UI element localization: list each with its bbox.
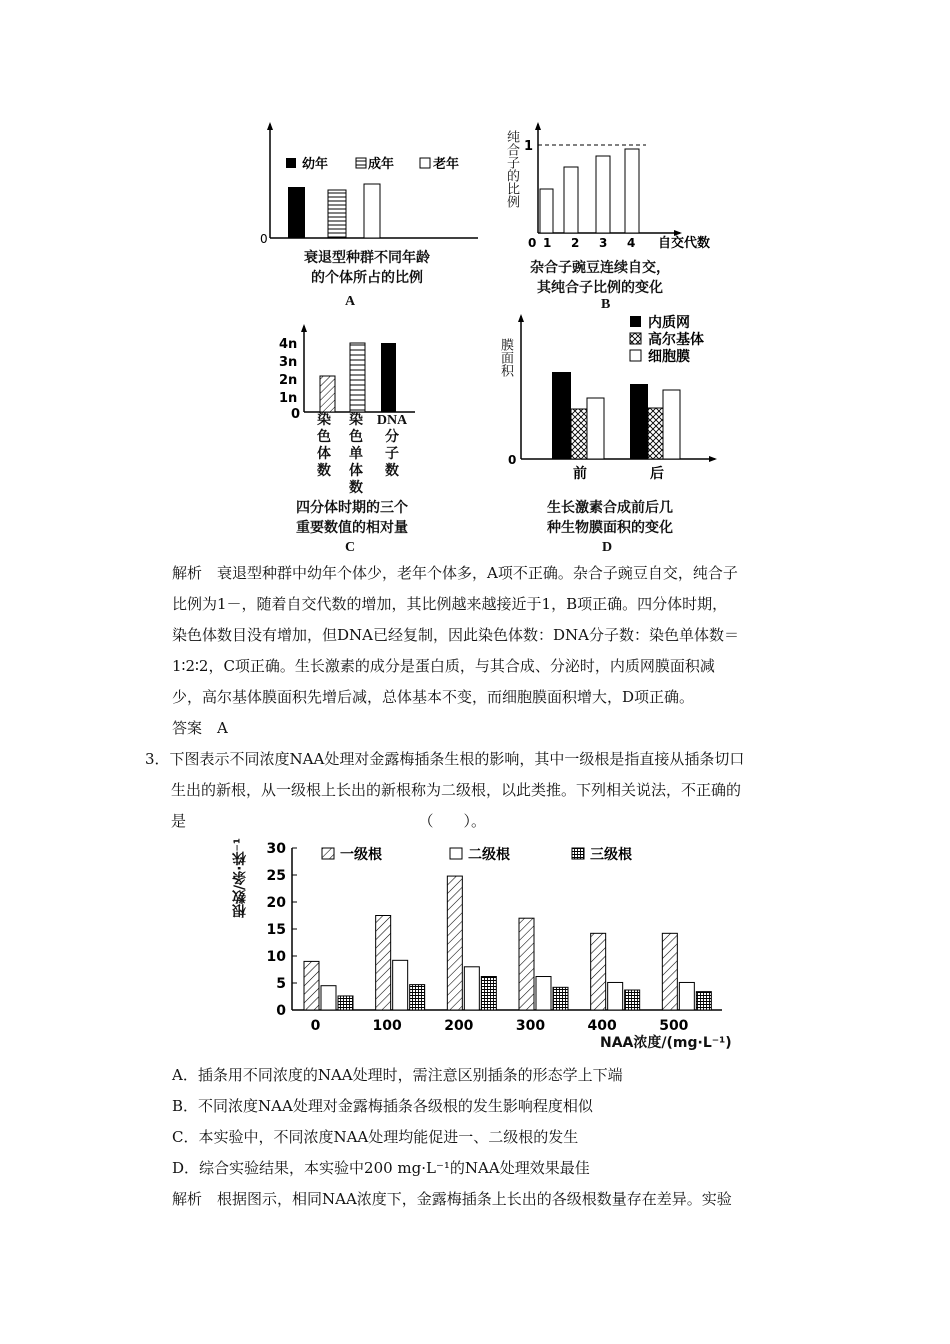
figure-a-bar-old: [364, 184, 380, 238]
figure-d-legend-golgi: 高尔基体: [648, 332, 704, 348]
figure-d-legend-swatch-membrane: [630, 350, 641, 361]
figure-d-caption-line: 种生物膜面积的变化: [547, 520, 673, 536]
options: [172, 1060, 822, 1215]
option-c: C．本实验中，不同浓度NAA处理均能促进一、二级根的发生: [172, 1128, 579, 1146]
figure-b-xlabel: 自交代数: [658, 236, 711, 251]
figure-d-legend-er: 内质网: [648, 315, 690, 331]
question-3-line: 是 （ ）。: [171, 812, 487, 830]
analysis-2: 解析 根据图示，相同NAA浓度下，金露梅插条上长出的各级根数量存在差异。实验: [172, 1190, 732, 1208]
option-b: B．不同浓度NAA处理对金露梅插条各级根的发生影响程度相似: [172, 1097, 593, 1115]
option-a: A．插条用不同浓度的NAA处理时，需注意区别插条的形态学上下端: [172, 1066, 623, 1084]
figure-c-bar-chromosome: [320, 376, 335, 412]
analysis-1-line: 少，高尔基体膜面积先增后减，总体基本不变，而细胞膜面积增大，D项正确。: [172, 688, 695, 706]
chart-bar: [679, 982, 694, 1010]
figure-c-category-dna: DNA 分 子 数: [376, 413, 408, 479]
chart-legend-label: 三级根: [590, 847, 632, 863]
figure-b-xtick: 0: [528, 236, 537, 250]
chart-bar: [376, 916, 391, 1011]
figure-b-caption-line: 其纯合子比例的变化: [537, 280, 663, 296]
chart-bar: [591, 933, 606, 1010]
figure-a-legend-swatch-adult: [356, 158, 366, 168]
chart-bar: [625, 990, 640, 1010]
figure-b-ylabel-text: 纯合子的比例: [504, 130, 519, 208]
figure-b-caption: [500, 258, 700, 298]
figure-a-caption-line: 的个体所占的比例: [311, 270, 423, 286]
chart-bar: [608, 982, 623, 1010]
chart-x-tick-label: 300: [515, 1018, 546, 1034]
chart-y-tick-label: 5: [276, 976, 286, 992]
chart-x-tick-label: 500: [659, 1018, 689, 1034]
analysis-1-line: 染色体数目没有增加，但DNA已经复制，因此染色体数：DNA分子数：染色单体数＝: [172, 626, 739, 644]
figure-a-caption-line: 衰退型种群不同年龄: [304, 250, 430, 266]
figure-a-legend-swatch-old: [420, 158, 430, 168]
figure-c-caption-line: 四分体时期的三个: [296, 500, 408, 516]
figure-d-letter: D: [602, 540, 613, 555]
chart-bar: [338, 996, 353, 1010]
figure-c-ytick: 4n: [279, 337, 298, 352]
figure-c-caption-line: 重要数值的相对量: [296, 520, 408, 536]
figure-c-category-chromosome: 染 色 体 数: [317, 412, 331, 479]
figure-a-caption: [262, 248, 472, 288]
figure-a-legend-young: 幼年: [302, 157, 329, 172]
figure-d-origin: 0: [508, 453, 517, 467]
figure-c-ytick: 2n: [279, 373, 298, 388]
question-3: [145, 744, 825, 837]
figure-b-bar-2: [564, 167, 578, 233]
figure-d-ylabel-text: 膜面积: [498, 338, 513, 377]
option-d: D．综合实验结果，本实验中200 mg·L⁻¹的NAA处理效果最佳: [172, 1159, 590, 1177]
naa-root-chart: [250, 836, 750, 1056]
figure-a-letter: A: [345, 294, 356, 309]
chart-legend-swatch: [450, 848, 462, 859]
figure-c-caption: [262, 498, 442, 538]
analysis-1-line: 比例为1－，随着自交代数的增加，其比例越来越接近于1，B项正确。四分体时期，: [172, 595, 728, 613]
chart-y-tick-label: 10: [266, 949, 286, 965]
chart-bar: [481, 977, 496, 1010]
figure-a: [250, 120, 480, 250]
chart-x-tick-label: 100: [372, 1018, 402, 1034]
chart-bar: [519, 918, 534, 1010]
figure-b-xtick: 2: [571, 236, 580, 250]
figure-d-bar-before-membrane: [587, 398, 604, 459]
chart-bar: [662, 933, 677, 1010]
figure-a-legend-swatch-young: [286, 158, 296, 168]
figure-a-origin: 0: [260, 232, 268, 246]
figure-c-ytick: 0: [291, 407, 301, 418]
figure-a-legend-adult: 成年: [368, 157, 395, 172]
chart-y-tick-label: 30: [266, 841, 286, 857]
figure-b-bar-1: [540, 189, 553, 233]
figure-d-bar-after-membrane: [663, 390, 680, 459]
figure-d-group-after: 后: [650, 466, 664, 482]
figure-c-bar-dna: [381, 343, 396, 412]
analysis-1: [172, 558, 822, 744]
figure-c-category-chromatid: 染 色 单 体 数: [349, 412, 363, 496]
figure-b-xtick: 3: [599, 236, 608, 250]
chart-bar: [321, 986, 336, 1010]
answer-line: 答案 A: [172, 719, 228, 737]
chart-bar: [447, 876, 462, 1010]
figure-b-caption-line: 杂合子豌豆连续自交，: [530, 260, 670, 276]
figure-d-legend-membrane: 细胞膜: [648, 349, 690, 365]
figure-b-xtick: 1: [543, 236, 552, 250]
chart-xlabel: NAA浓度/(mg·L⁻¹): [600, 1035, 732, 1051]
figure-a-bar-adult: [328, 190, 346, 238]
chart-bar: [696, 992, 711, 1010]
chart-y-tick-label: 15: [266, 922, 286, 938]
chart-y-tick-label: 25: [266, 868, 286, 884]
figure-b-ytick-1: 1: [524, 139, 534, 154]
figure-d-bar-after-golgi: [648, 408, 663, 459]
question-3-line: 生出的新根，从一级根上长出的新根称为二级根，以此类推。下列相关说法，不正确的: [171, 781, 742, 799]
figure-b-bar-4: [625, 149, 639, 233]
chart-bar: [536, 977, 551, 1010]
figure-b-xtick: 4: [627, 236, 636, 250]
chart-x-tick-label: 0: [310, 1018, 321, 1034]
analysis-1-line: 1∶2∶2，C项正确。生长激素的成分是蛋白质，与其合成、分泌时，内质网膜面积减: [172, 657, 715, 675]
chart-legend-label: 一级根: [340, 847, 382, 863]
figure-d-bar-after-er: [630, 384, 648, 459]
chart-legend-label: 二级根: [468, 847, 510, 863]
figure-c-ytick: 1n: [279, 391, 298, 406]
chart-bar: [410, 985, 425, 1010]
chart-legend-swatch: [572, 848, 584, 859]
figure-c-category-labels: [310, 412, 420, 497]
figure-c-bar-chromatid: [350, 343, 365, 412]
figure-b-letter: B: [601, 297, 611, 312]
chart-x-tick-label: 400: [587, 1018, 617, 1034]
figure-d-bar-before-golgi: [571, 409, 587, 459]
figure-c-ytick: 3n: [279, 355, 298, 370]
figure-b: [520, 120, 730, 255]
chart-bar: [304, 961, 319, 1010]
chart-bar: [393, 960, 408, 1010]
figure-b-bar-3: [596, 156, 610, 233]
chart-bar: [464, 967, 479, 1010]
figure-c-letter: C: [345, 540, 356, 555]
figure-a-bar-young: [288, 187, 305, 238]
chart-ylabel: [232, 838, 252, 918]
figure-c: [275, 318, 425, 418]
chart-y-tick-label: 0: [276, 1003, 286, 1019]
analysis-1-line: 解析 衰退型种群中幼年个体少，老年个体多，A项不正确。杂合子豌豆自交，纯合子: [172, 564, 738, 582]
figure-d-legend-swatch-er: [630, 316, 641, 327]
figure-a-legend-old: 老年: [433, 157, 460, 172]
chart-ylabel-text: 根数/条·株⁻¹: [232, 838, 248, 918]
chart-legend-swatch: [322, 848, 334, 859]
chart-bar: [553, 987, 568, 1010]
figure-d-legend-swatch-golgi: [630, 333, 641, 344]
figure-d: [500, 312, 740, 487]
figure-d-caption: [510, 498, 710, 538]
figure-d-bar-before-er: [552, 372, 571, 459]
figure-d-caption-line: 生长激素合成前后几: [547, 500, 673, 516]
question-3-line: 3．下图表示不同浓度NAA处理对金露梅插条生根的影响，其中一级根是指直接从插条切口: [145, 750, 745, 768]
chart-y-tick-label: 20: [266, 895, 286, 911]
figure-d-group-before: 前: [573, 466, 587, 482]
chart-x-tick-label: 200: [444, 1018, 474, 1034]
